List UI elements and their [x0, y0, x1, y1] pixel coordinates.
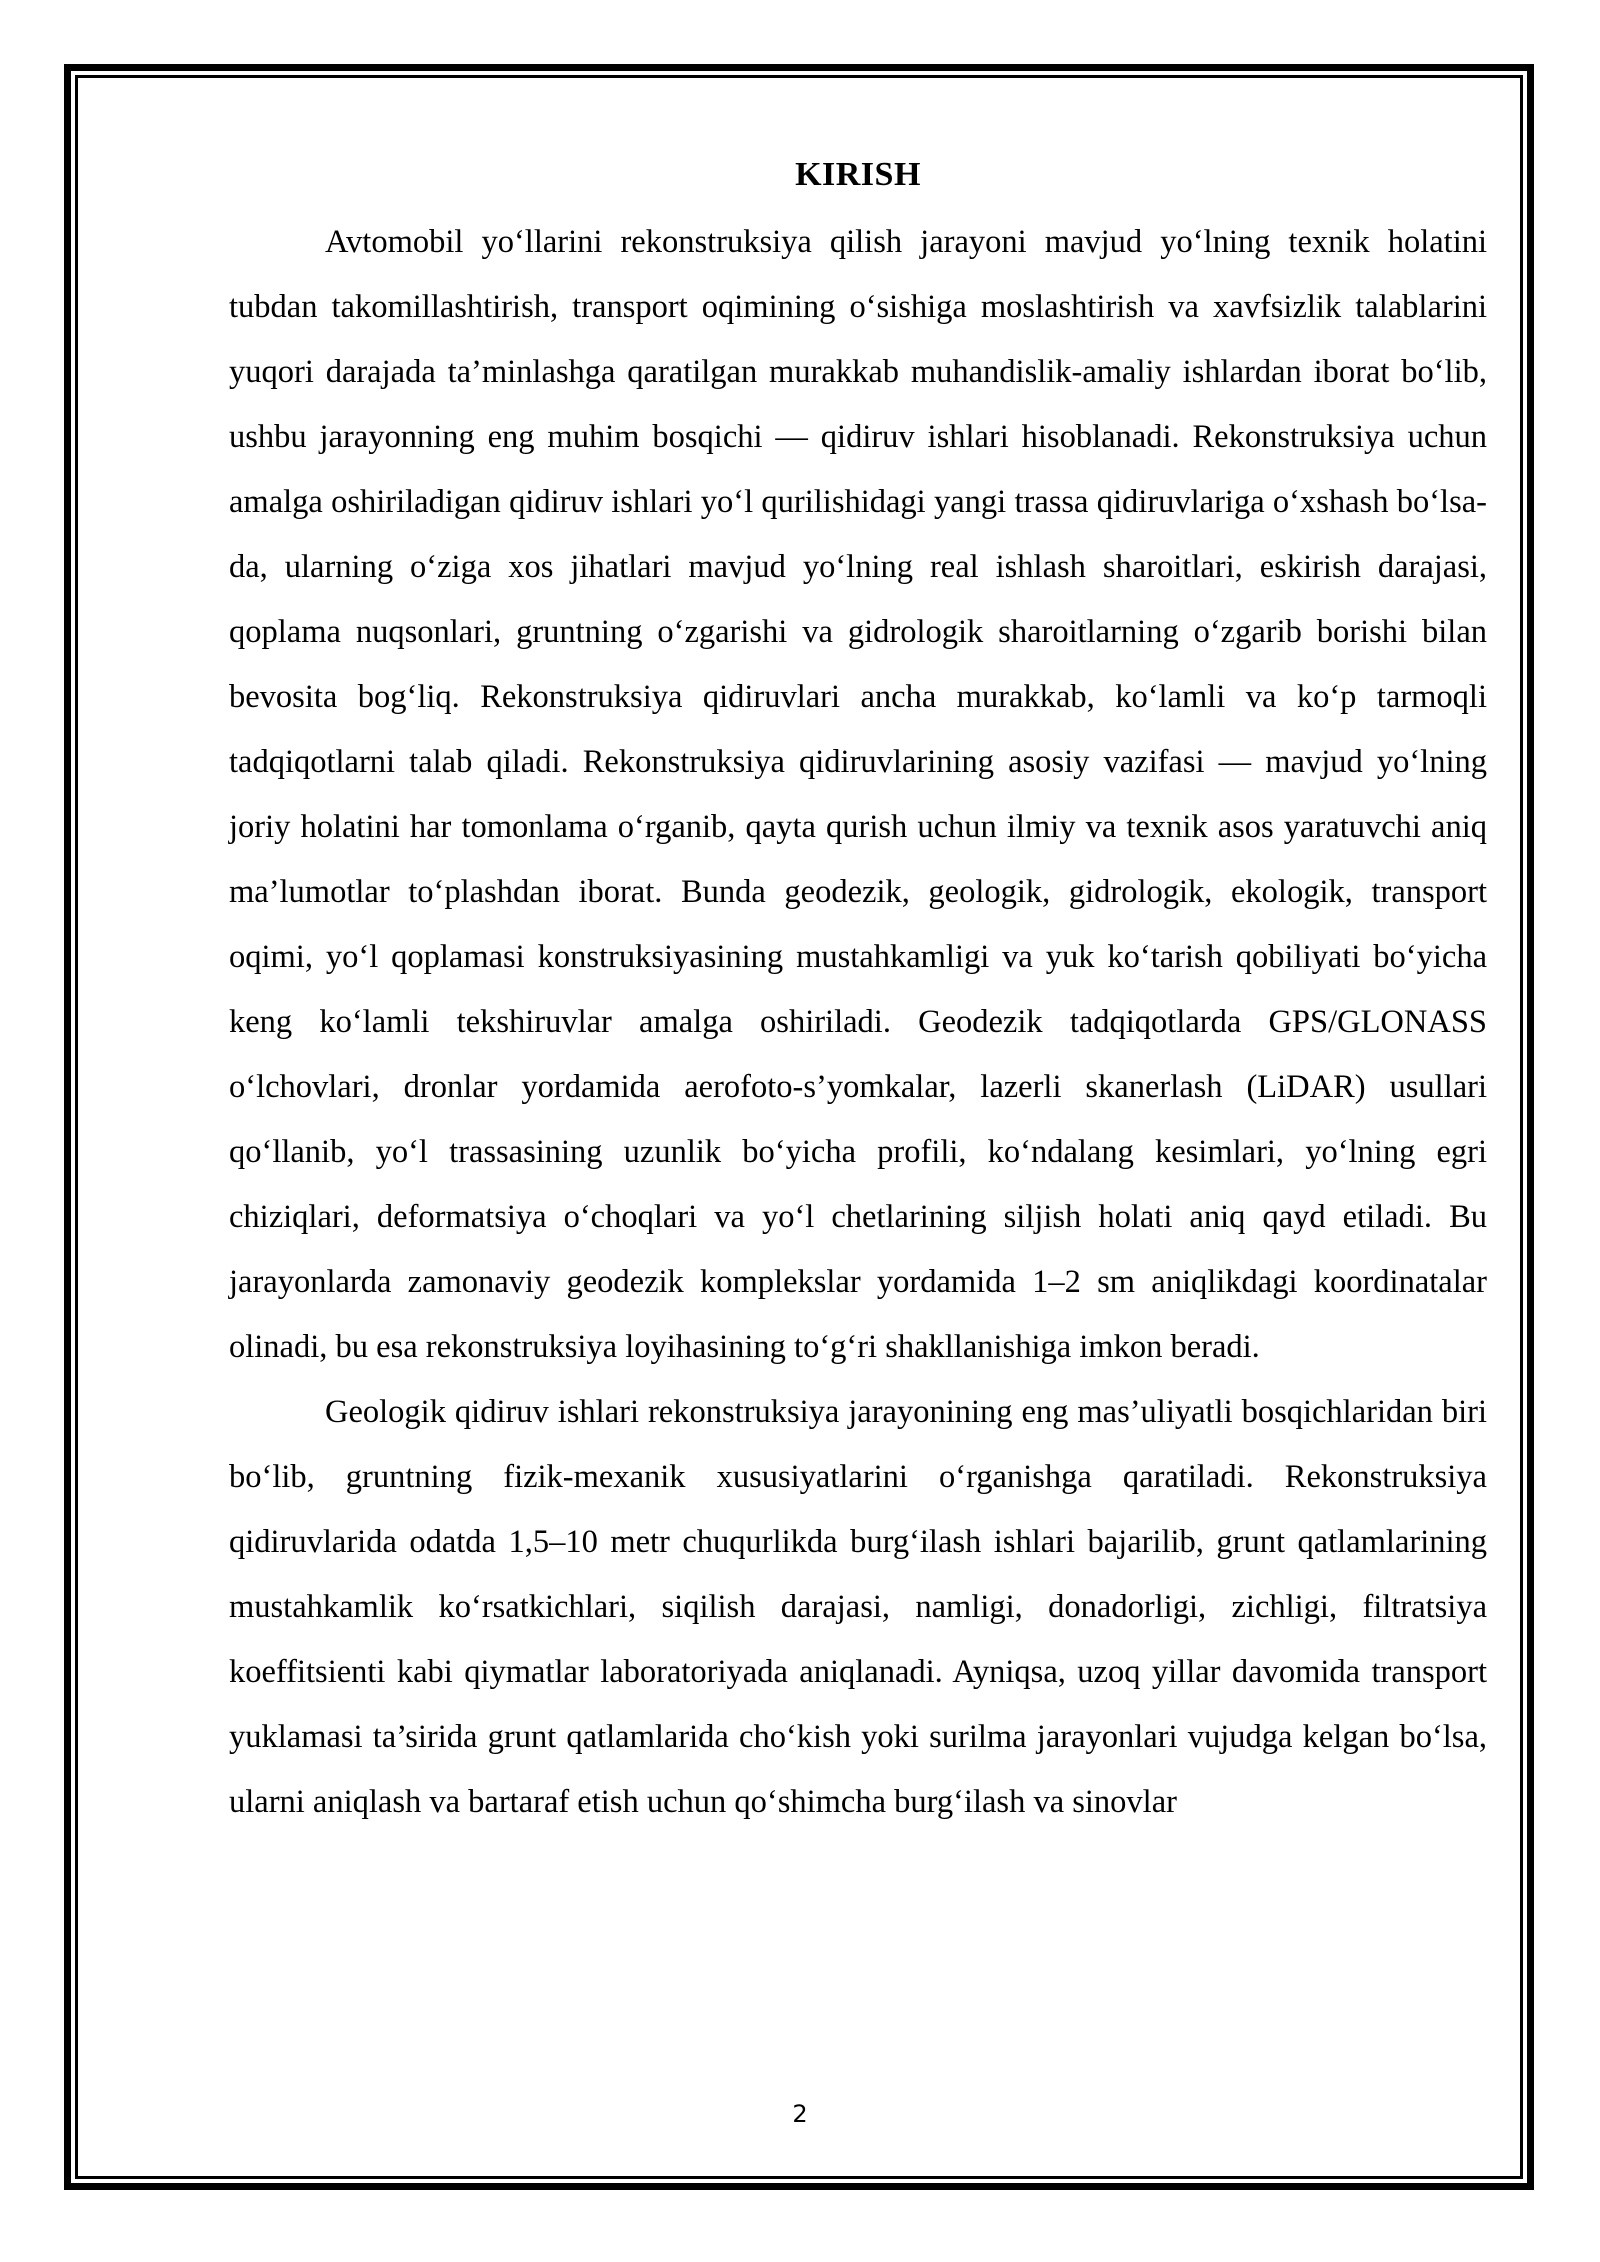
document-body — [229, 148, 1487, 1835]
paragraph: Geologik qidiruv ishlari rekonstruksiya jarayonining eng mas’uliyatli bosqichlaridan biri bo‘lib, gruntning fizik-mexanik xususiyatlarini o‘rganishga qaratiladi. Rekonstruksiya qidiruvlarida odatda 1,5–10 metr chuqurlikda burg‘ilash ishlari bajarilib, grunt qatlamlarining mustahkamlik ko‘rsatkichlari, siqilish darajasi, namligi, donadorligi, zichligi, filtratsiya koeffitsienti kabi qiymatlar laboratoriyada aniqlanadi. Ayniqsa, uzoq yillar davomida transport yuklamasi ta’sirida grunt qatlamlarida cho‘kish yoki surilma jarayonlari vujudga kelgan bo‘lsa, ularni aniqlash va bartaraf etish uchun qo‘shimcha burg‘ilash va sinovlar — [229, 1394, 1487, 1820]
paragraph: Avtomobil yo‘llarini rekonstruksiya qilish jarayoni mavjud yo‘lning texnik holatini tubdan takomillashtirish, transport oqimining o‘sishiga moslashtirish va xavfsizlik talablarini yuqori darajada ta’minlashga qaratilgan murakkab muhandislik-amaliy ishlardan iborat bo‘lib, ushbu jarayonning eng muhim bosqichi — qidiruv ishlari hisoblanadi. Rekonstruksiya uchun amalga oshiriladigan qidiruv ishlari yo‘l qurilishidagi yangi trassa qidiruvlariga o‘xshash bo‘lsa-da, ularning o‘ziga xos jihatlari mavjud yo‘lning real ishlash sharoitlari, eskirish darajasi, qoplama nuqsonlari, gruntning o‘zgarishi va gidrologik sharoitlarning o‘zgarib borishi bilan bevosita bog‘liq. Rekonstruksiya qidiruvlari ancha murakkab, ko‘lamli va ko‘p tarmoqli tadqiqotlarni talab qiladi. Rekonstruksiya qidiruvlarining asosiy vazifasi — mavjud yo‘lning joriy holatini har tomonlama o‘rganib, qayta qurish uchun ilmiy va texnik asos yaratuvchi aniq ma’lumotlar to‘plashdan iborat. Bunda geodezik, geologik, gidrologik, ekologik, transport oqimi, yo‘l qoplamasi konstruksiyasining mustahkamligi va yuk ko‘tarish qobiliyati bo‘yicha keng ko‘lamli tekshiruvlar amalga oshiriladi. Geodezik tadqiqotlarda GPS/GLONASS o‘lchovlari, dronlar yordamida aerofoto-s’yomkalar, lazerli skanerlash (LiDAR) usullari qo‘llanib, yo‘l trassasining uzunlik bo‘yicha profili, ko‘ndalang kesimlari, yo‘lning egri chiziqlari, deformatsiya o‘choqlari va yo‘l chetlarining siljish holati aniq qayd etiladi. Bu jarayonlarda zamonaviy geodezik komplekslar yordamida 1–2 sm aniqlikdagi koordinatalar olinadi, bu esa rekonstruksiya loyihasining to‘g‘ri shakllanishiga imkon beradi. — [229, 224, 1487, 1365]
page-number: 2 — [792, 2100, 808, 2128]
section-title: KIRISH — [795, 156, 921, 193]
